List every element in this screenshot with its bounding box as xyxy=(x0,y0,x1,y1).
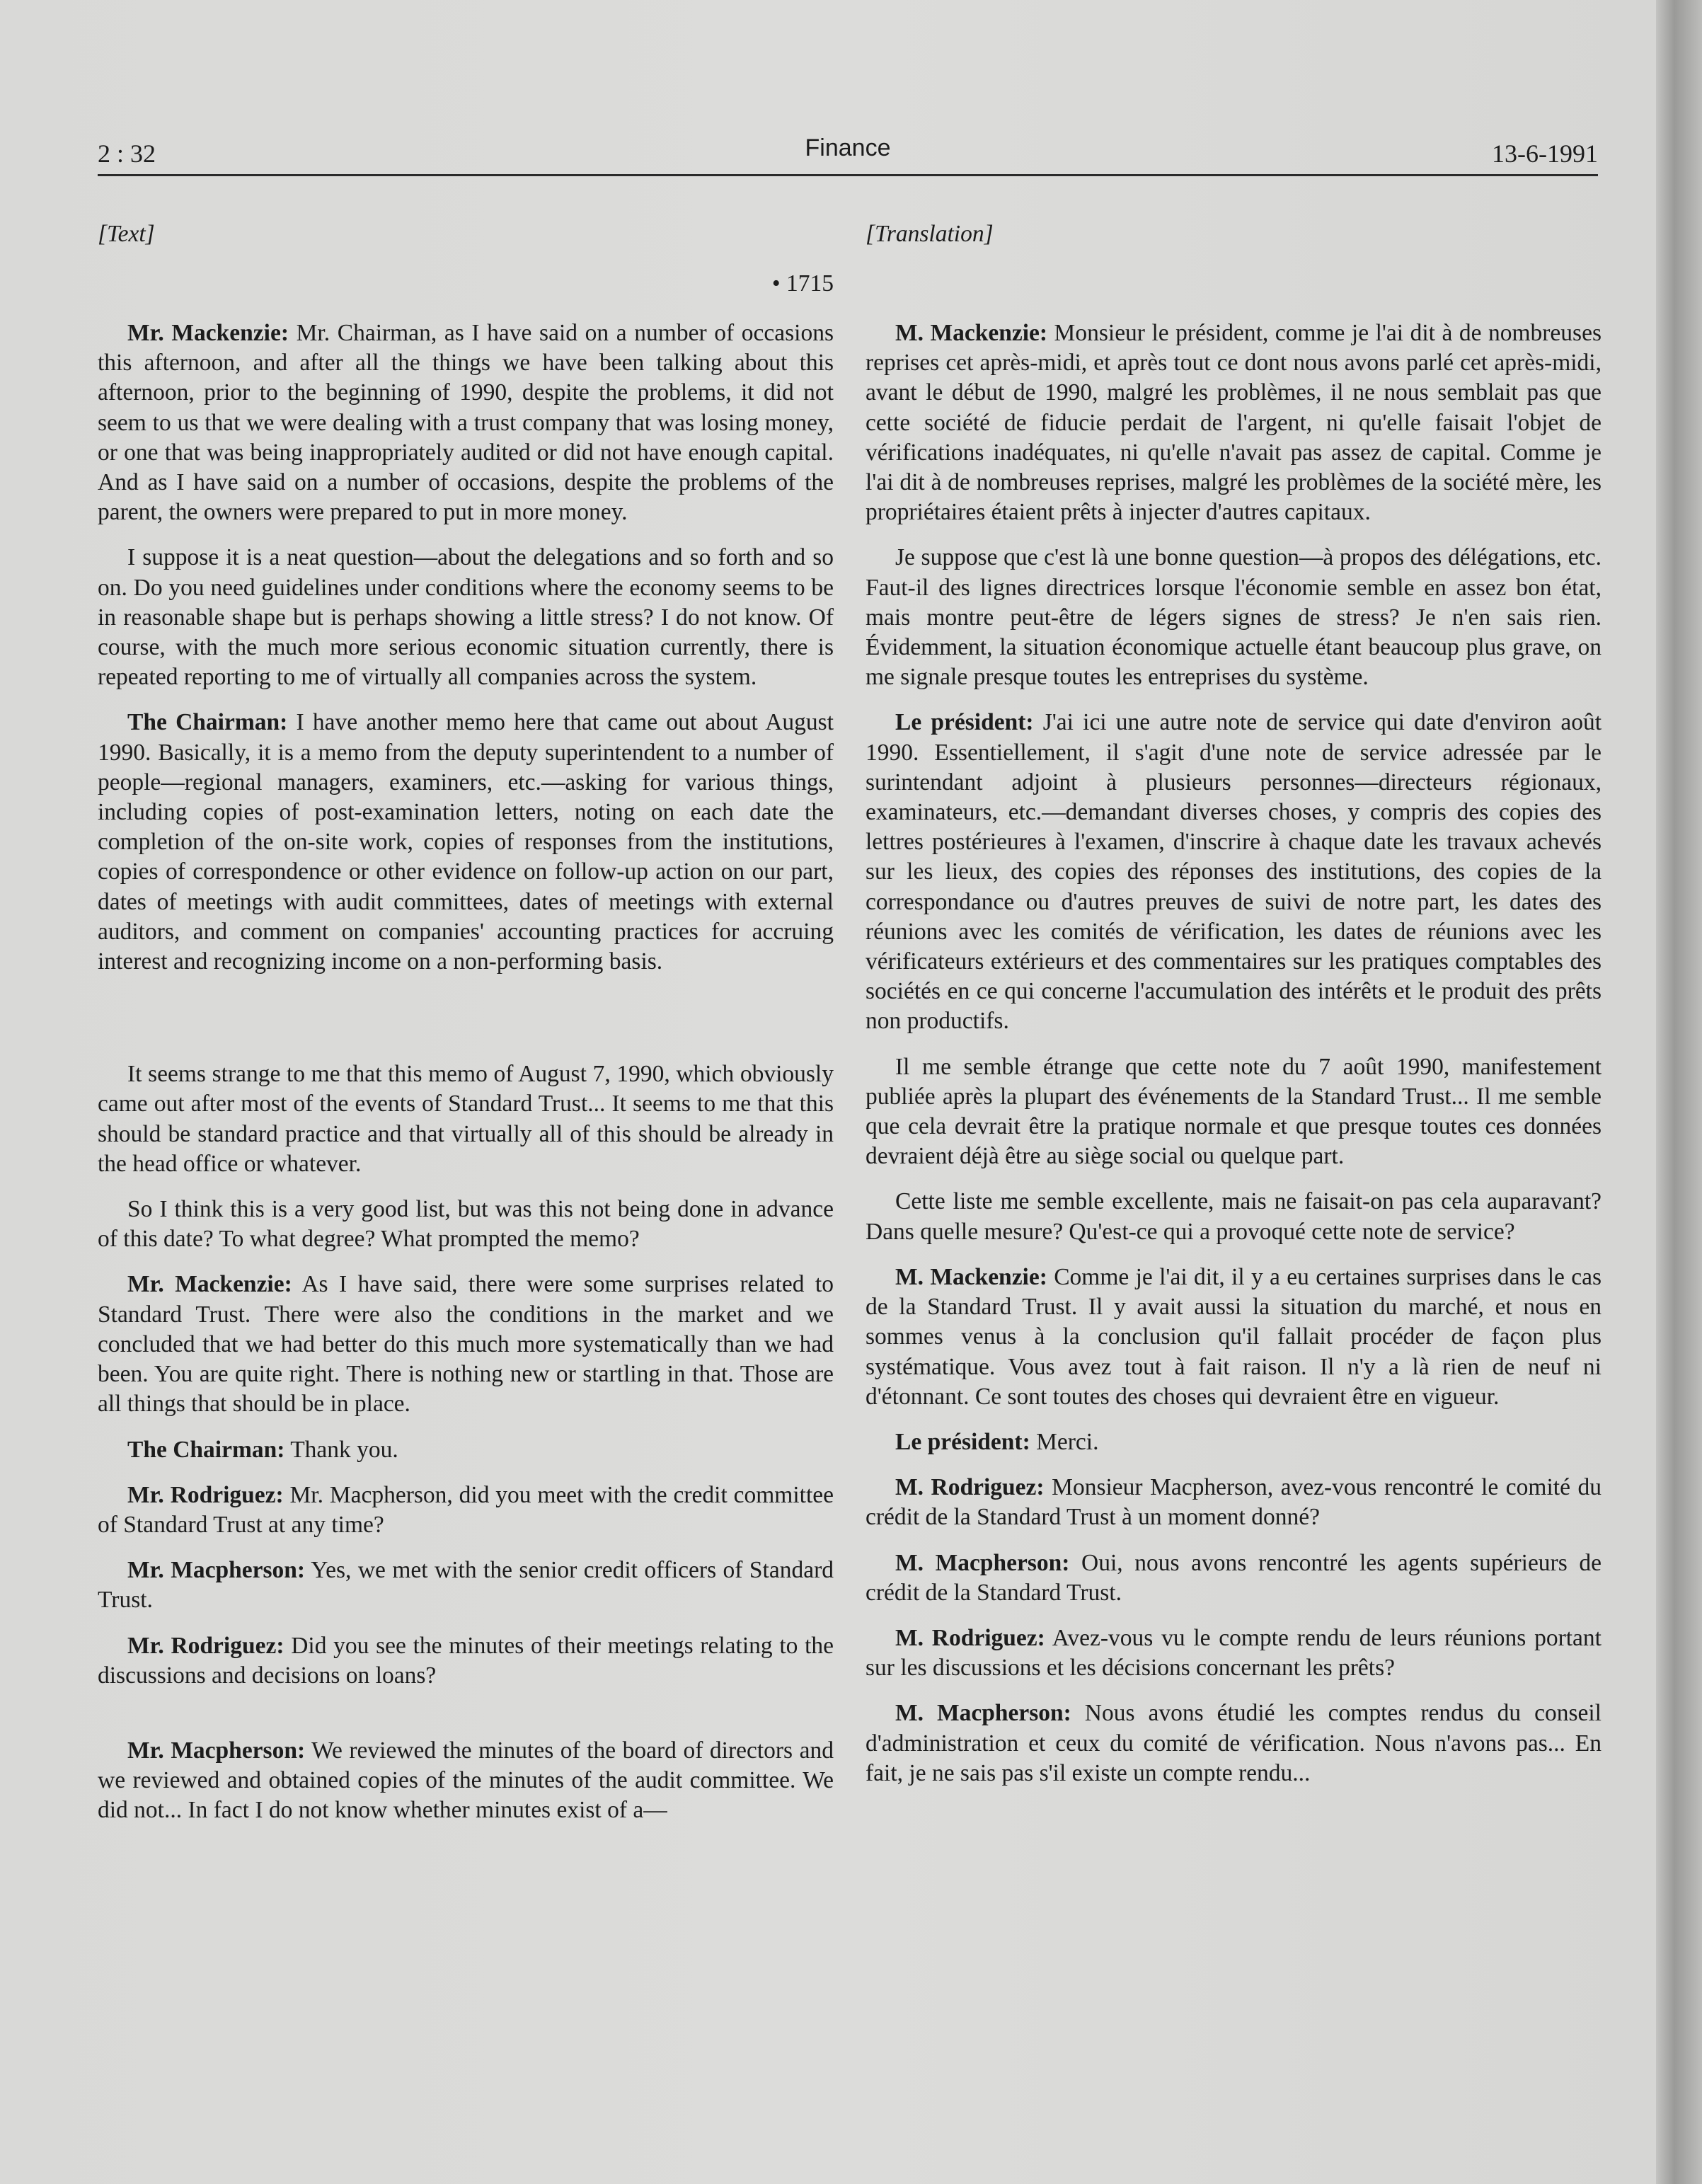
speech-text: I suppose it is a neat question—about the delegations and so forth and so on. Do you need guidelines under conditions where the economy seems to be in reasonable shape but is perhaps showing a little stress? I do not know. Of course, with the much more serious economic situation currently, there is repeated reporting to me of virtually all companies across the system. xyxy=(98,544,834,691)
paragraph xyxy=(866,1052,1602,1172)
paragraph xyxy=(866,1427,1602,1457)
speech-text: Mr. Chairman, as I have said on a number of occasions this afternoon, and after all the things we have been talking about this afternoon, prior to the beginning of 1990, despite the problems, it did not seem to us that we were dealing with a trust company that was losing money, or one that was being inappropriately audited or did not have enough capital. And as I have said on a number of occasions, despite the problems of the parent, the owners were prepared to put in more money. xyxy=(98,320,834,526)
header-title: Finance xyxy=(805,134,891,161)
column-spacer xyxy=(866,269,1602,318)
speaker-name: Mr. Macpherson: xyxy=(127,1737,306,1764)
speaker-name: Mr. Rodriguez: xyxy=(127,1481,284,1508)
header-date: 13-6-1991 xyxy=(1492,139,1598,168)
speech-text: Thank you. xyxy=(284,1436,398,1463)
paragraph xyxy=(98,1059,834,1179)
paragraph xyxy=(866,1699,1602,1788)
time-marker: • 1715 xyxy=(98,269,834,299)
column-label-text: [Text] xyxy=(98,221,155,247)
speech-text: Monsieur Macpherson, avez-vous rencontré le comité du crédit de la Standard Trust à un moment donné? xyxy=(866,1474,1602,1531)
speaker-name: M. Mackenzie: xyxy=(895,1263,1047,1290)
column-label-translation: [Translation] xyxy=(866,221,994,247)
paragraph xyxy=(866,1187,1602,1246)
speaker-name: Le président: xyxy=(895,1428,1030,1455)
speech-text: Je suppose que c'est là une bonne question—à propos des délégations, etc. Faut-il des lignes directrices lorsque l'économie semble en assez bon état, mais montre peut-être de légers signes de stress? Je n'en sais rien. Évidemment, la situation économique actuelle étant beaucoup plus grave, on me signale presque toutes les entreprises du système. xyxy=(866,544,1602,691)
speaker-name: The Chairman: xyxy=(127,1436,285,1463)
speaker-name: M. Mackenzie: xyxy=(895,320,1048,346)
paragraph xyxy=(98,1631,834,1691)
speech-text: Oui, nous avons rencontré les agents supérieurs de crédit de la Standard Trust. xyxy=(866,1549,1602,1606)
paragraph xyxy=(98,1481,834,1540)
french-column xyxy=(866,219,1602,1804)
speech-text: Nous avons étudié les comptes rendus du conseil d'administration et ceux du comité de vérification. Nous n'avons pas... En fait, je ne sais pas s'il existe un compte rendu... xyxy=(866,1700,1602,1786)
speech-text: Mr. Macpherson, did you meet with the credit committee of Standard Trust at any time? xyxy=(98,1481,834,1538)
speaker-name: M. Rodriguez: xyxy=(895,1474,1045,1501)
paragraph xyxy=(98,543,834,692)
speech-text: Il me semble étrange que cette note du 7 août 1990, manifestement publiée après la plupart des événements de la Standard Trust... Il me semble que cela devrait être la pratique normale et que presque toutes ces données devraient déjà être au siège social ou quelque part. xyxy=(866,1053,1602,1170)
speech-text: Did you see the minutes of their meetings relating to the discussions and decisions on loans? xyxy=(98,1632,834,1689)
paragraph xyxy=(866,1473,1602,1532)
running-header xyxy=(98,134,1598,176)
speaker-name: M. Macpherson: xyxy=(895,1549,1070,1576)
speaker-name: M. Macpherson: xyxy=(895,1700,1071,1727)
paragraph xyxy=(866,1623,1602,1683)
speech-text: J'ai ici une autre note de service qui date d'environ août 1990. Essentiellement, il s'agit d'une note de service adressée par le surintendant adjoint à plusieurs personnes—directeurs régionaux, examinateurs, etc.—demandant diverses choses, y compris des copies des lettres postérieures à l'examen, d'inscrire à chaque date les travaux achevés sur les lieux, des copies des réponses des institutions, des copies de la correspondance ou d'autres preuves de suivi de notre part, les dates des réunions avec les comités de vérification, les dates de réunions avec les vérificateurs extérieurs et des commentaires sur les pratiques comptables des sociétés en ce qui concerne l'accumulation des intérêts et le produit des prêts non productifs. xyxy=(866,709,1602,1035)
speech-text: Cette liste me semble excellente, mais ne faisait-on pas cela auparavant? Dans quelle mesure? Qu'est-ce qui a provoqué cette note de service? xyxy=(866,1188,1602,1245)
speech-text: Monsieur le président, comme je l'ai dit à de nombreuses reprises cet après-midi, et après tout ce dont nous avons parlé cet après-midi, avant le début de 1990, malgré les problèmes, il ne nous semblait pas que cette société de fiducie perdait de l'argent, ni qu'elle faisait l'objet de vérifications inadéquates, ni qu'elle n'avait pas assez de capital. Comme je l'ai dit à de nombreuses reprises, malgré les problèmes de la société mère, les propriétaires étaient prêts à injecter d'autres capitaux. xyxy=(866,320,1602,526)
speech-text: We reviewed the minutes of the board of directors and we reviewed and obtained copies of the minutes of the audit committee. We did not... In fact I do not know whether minutes exist of a— xyxy=(98,1737,834,1824)
speech-text: It seems strange to me that this memo of August 7, 1990, which obviously came out after most of the events of Standard Trust... It seems to me that this should be standard practice and that virtually all of this should be already in the head office or whatever. xyxy=(98,1061,834,1177)
page-edge-shadow xyxy=(1656,0,1702,2184)
column-gap xyxy=(98,992,834,1059)
paragraph xyxy=(866,1263,1602,1412)
paragraph xyxy=(98,1270,834,1419)
paragraph xyxy=(866,543,1602,692)
paragraph xyxy=(866,318,1602,527)
speech-text: As I have said, there were some surprises related to Standard Trust. There were also the conditions in the market and we concluded that we had better do this much more systematically than we had been. You are quite right. There is nothing new or startling in that. Those are all things that should be in place. xyxy=(98,1271,834,1418)
speech-text: So I think this is a very good list, but was this not being done in advance of this date? To what degree? What prompted the memo? xyxy=(98,1196,834,1253)
speaker-name: The Chairman: xyxy=(127,709,288,736)
paragraph xyxy=(866,1548,1602,1608)
paragraph xyxy=(98,1736,834,1826)
speech-text: Merci. xyxy=(1030,1428,1099,1455)
paragraph xyxy=(98,1556,834,1615)
english-column xyxy=(98,219,834,1841)
paragraph xyxy=(866,708,1602,1036)
paragraph xyxy=(98,1195,834,1254)
page-number: 2 : 32 xyxy=(98,139,156,168)
speaker-name: M. Rodriguez: xyxy=(895,1624,1045,1651)
speech-text: Comme je l'ai dit, il y a eu certaines surprises dans le cas de la Standard Trust. Il y avait aussi la situation du marché, et nous en sommes venus à la conclusion qu'il fallait procéder de façon plus systématique. Vous avez tout à fait raison. Il n'y a là rien de neuf ni d'étonnant. Ce sont toutes des choses qui devraient être en vigueur. xyxy=(866,1263,1602,1410)
speech-text: Avez-vous vu le compte rendu de leurs réunions portant sur les discussions et les décisions concernant les prêts? xyxy=(866,1624,1602,1682)
paragraph xyxy=(98,1435,834,1465)
speech-text: I have another memo here that came out about August 1990. Basically, it is a memo from the deputy superintendent to a number of people—regional managers, examiners, etc.—asking for various things, including copies of post-examination letters, noting on each date the completion of the on-site work, copies of responses from the institutions, copies of correspondence or other evidence on follow-up action on our part, dates of meetings with audit committees, dates of meetings with external auditors, and comment on companies' accounting practices for accruing interest and recognizing income on a non-performing basis. xyxy=(98,709,834,975)
speaker-name: Le président: xyxy=(895,709,1034,736)
speaker-name: Mr. Rodriguez: xyxy=(127,1632,284,1659)
paragraph xyxy=(98,318,834,527)
paragraph xyxy=(98,708,834,977)
speech-text: Yes, we met with the senior credit officers of Standard Trust. xyxy=(98,1557,834,1614)
speaker-name: Mr. Mackenzie: xyxy=(127,320,289,346)
column-gap xyxy=(98,1706,834,1736)
speaker-name: Mr. Mackenzie: xyxy=(127,1271,292,1298)
speaker-name: Mr. Macpherson: xyxy=(127,1557,306,1584)
